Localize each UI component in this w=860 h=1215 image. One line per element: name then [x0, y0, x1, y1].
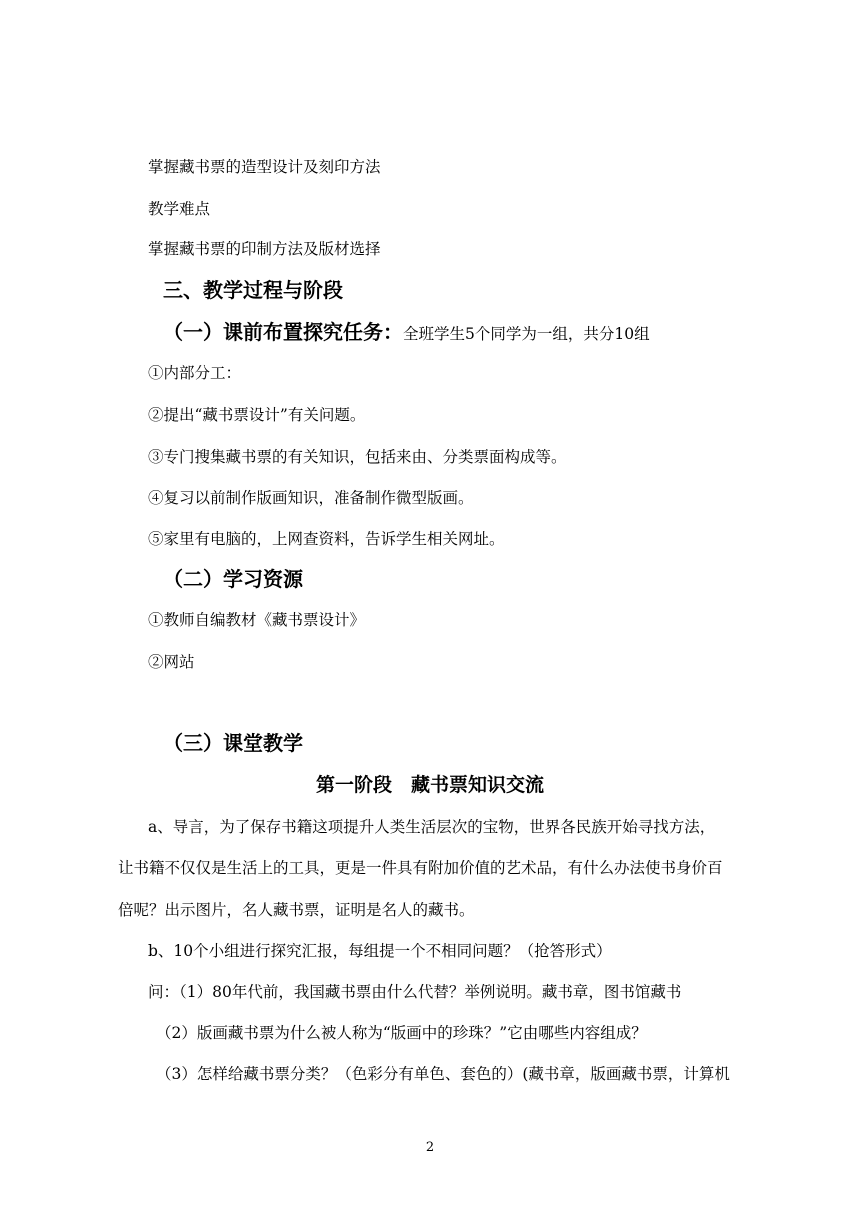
question-line: 问：（1）80年代前，我国藏书票由什么代替？举例说明。藏书章，图书馆藏书 — [148, 983, 682, 1001]
subsection-heading-1-title: （一）课前布置探究任务： — [163, 320, 403, 344]
list-item-task: ④复习以前制作版画知识，准备制作微型版画。 — [148, 489, 474, 507]
text-line-difficulty-label: 教学难点 — [148, 200, 211, 218]
stage-title: 第一阶段 藏书票知识交流 — [315, 774, 544, 796]
list-item-resource: ②网站 — [148, 653, 195, 671]
page-number: 2 — [425, 1140, 435, 1155]
subsection-heading-3: （三）课堂教学 — [163, 731, 303, 755]
subsection-heading-1 — [163, 319, 650, 347]
list-item-task: ①内部分工： — [148, 364, 242, 382]
subsection-heading-2: （二）学习资源 — [163, 567, 303, 591]
text-line-difficulty: 掌握藏书票的印制方法及版材选择 — [148, 240, 381, 258]
paragraph-a-line: 倍呢？出示图片，名人藏书票，证明是名人的藏书。 — [118, 901, 475, 919]
paragraph-a-line: a、导言，为了保存书籍这项提升人类生活层次的宝物，世界各民族开始寻找方法， — [148, 818, 716, 836]
list-item-task: ③专门搜集藏书票的有关知识，包括来由、分类票面构成等。 — [148, 448, 567, 466]
section-heading-3: 三、教学过程与阶段 — [163, 278, 343, 302]
question-line: （2）版画藏书票为什么被人称为“版画中的珍珠？”它由哪些内容组成？ — [156, 1024, 647, 1042]
list-item-resource: ①教师自编教材《藏书票设计》 — [148, 611, 366, 629]
subsection-heading-1-detail: 全班学生5个同学为一组，共分10组 — [403, 325, 650, 343]
question-line: （3）怎样给藏书票分类？（色彩分有单色、套色的）(藏书章，版画藏书票，计算机 — [156, 1065, 730, 1083]
list-item-task: ⑤家里有电脑的，上网查资料，告诉学生相关网址。 — [148, 530, 505, 548]
paragraph-b: b、10个小组进行探究汇报，每组提一个不相同问题？（抢答形式） — [148, 942, 612, 960]
text-line-objective: 掌握藏书票的造型设计及刻印方法 — [148, 158, 381, 176]
list-item-task: ②提出“藏书票设计”有关问题。 — [148, 406, 366, 424]
paragraph-a-line: 让书籍不仅仅是生活上的工具，更是一件具有附加价值的艺术品，有什么办法使书身价百 — [118, 859, 723, 877]
